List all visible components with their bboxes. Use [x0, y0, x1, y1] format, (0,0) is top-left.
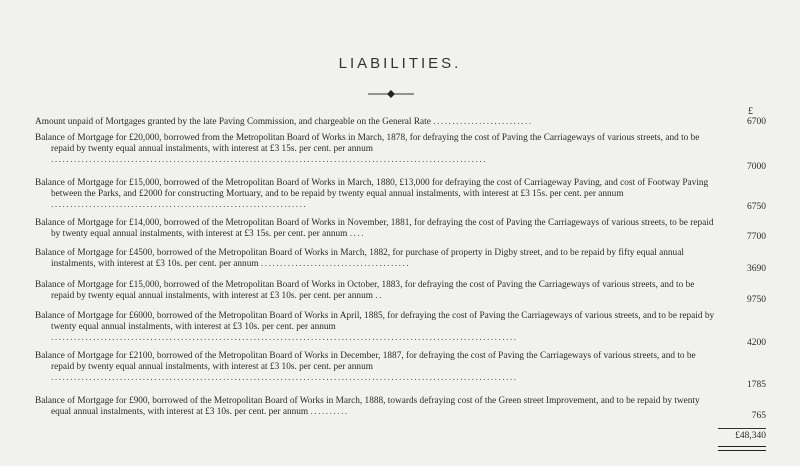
entry-amount: 4200	[747, 338, 766, 348]
entry-text: Balance of Mortgage for £6000, borrowed of the Metropolitan Board of Works in April, 1885, for defraying the cost of Paving the Carriageways of various streets, and to be repaid by twenty equal annual instalments, with interest at £3 10s. per cent. per annum	[35, 311, 715, 332]
total-double-rule	[718, 446, 766, 451]
total-rule	[718, 428, 766, 429]
liability-entry: Amount unpaid of Mortgages granted by the late Paving Commission, and chargeable on the General Rate ..........................	[35, 117, 533, 127]
entry-text: Balance of Mortgage for £2100, borrowed of the Metropolitan Board of Works in December, 1887, for defraying the cost of Paving the Carriageways of various streets, and to be repaid by twenty equal annual instalments, with interest at £3 10s. per cent. per annum	[35, 351, 696, 372]
liability-entry: Balance of Mortgage for £20,000, borrowed from the Metropolitan Board of Works in March, 1878, for defraying the cost of Paving the Carriageways of various streets, and to be repaid by twenty equal annual instalments, with interest at £3 15s. per cent. per annum ..................................................................................................................	[35, 133, 700, 165]
entry-amount: 3690	[747, 264, 766, 274]
liability-entry: Balance of Mortgage for £14,000, borrowed of the Metropolitan Board of Works in November, 1881, for defraying the cost of Paving the Carriageways of various streets, to be repaid by twenty equal annual instalments, with interest at £3 15s. per cent. per annum ....	[35, 218, 714, 239]
entry-amount: 9750	[747, 295, 766, 305]
currency-column-header: £	[748, 106, 753, 117]
entry-amount: 6750	[747, 202, 766, 212]
liability-entry: Balance of Mortgage for £15,000, borrowed of the Metropolitan Board of Works in March, 1880, £13,000 for defraying the cost of Carriageway Paving, and cost of Footway Paving between the Parks, and £2000 for constructing Mortuary, and to be repaid by twenty equal annual instalments, with interest at £3 15s. per cent. per annum ...................................................................	[35, 178, 709, 210]
entry-amount: 7700	[747, 232, 766, 242]
divider-ornament-icon	[368, 89, 414, 99]
entry-text: Amount unpaid of Mortgages granted by the late Paving Commission, and chargeable on the General Rate	[35, 117, 431, 127]
total-amount: £48,340	[735, 431, 766, 441]
entry-text: Balance of Mortgage for £4500, borrowed of the Metropolitan Board of Works in March, 1882, for purchase of property in Digby street, and to be repaid by fifty equal annual instalments, with interest at £3 10s. per cent. per annum	[35, 248, 684, 269]
page-title: LIABILITIES.	[338, 55, 462, 72]
liability-entry: Balance of Mortgage for £15,000, borrowed of the Metropolitan Board of Works in October, 1883, for defraying the cost of Paving the Carriageways of various streets, and to be repaid by twenty equal annual instalments, with interest at £3 10s. per cent. per annum ..	[35, 280, 695, 301]
entry-text: Balance of Mortgage for £20,000, borrowed from the Metropolitan Board of Works in March, 1878, for defraying the cost of Paving the Carriageways of various streets, and to be repaid by twenty equal annual instalments, with interest at £3 15s. per cent. per annum	[35, 133, 700, 154]
entry-text: Balance of Mortgage for £14,000, borrowed of the Metropolitan Board of Works in November, 1881, for defraying the cost of Paving the Carriageways of various streets, to be repaid by twenty equal annual instalments, with interest at £3 15s. per cent. per annum	[35, 218, 714, 239]
entry-amount: 1785	[747, 380, 766, 390]
entry-text: Balance of Mortgage for £15,000, borrowed of the Metropolitan Board of Works in March, 1880, £13,000 for defraying the cost of Carriageway Paving, and cost of Footway Paving between the Parks, and £2000 for constructing Mortuary, and to be repaid by twenty equal annual instalments, with interest at £3 15s. per cent. per annum	[35, 178, 709, 199]
liability-entry: Balance of Mortgage for £4500, borrowed of the Metropolitan Board of Works in March, 1882, for purchase of property in Digby street, and to be repaid by fifty equal annual instalments, with interest at £3 10s. per cent. per annum .......................................	[35, 248, 684, 269]
entry-amount: 7000	[747, 162, 766, 172]
liability-entry: Balance of Mortgage for £900, borrowed of the Metropolitan Board of Works in March, 1888, towards defraying cost of the Green street Improvement, and to be repaid by twenty equal annual instalments, with interest at £3 10s. per cent. per annum ..........	[35, 396, 700, 417]
liability-entry: Balance of Mortgage for £6000, borrowed of the Metropolitan Board of Works in April, 1885, for defraying the cost of Paving the Carriageways of various streets, and to be repaid by twenty equal annual instalments, with interest at £3 10s. per cent. per annum ..........................................................................................................................	[35, 311, 715, 343]
entry-text: Balance of Mortgage for £15,000, borrowed of the Metropolitan Board of Works in October, 1883, for defraying the cost of Paving the Carriageways of various streets, and to be repaid by twenty equal annual instalments, with interest at £3 10s. per cent. per annum	[35, 280, 695, 301]
entry-text: Balance of Mortgage for £900, borrowed of the Metropolitan Board of Works in March, 1888, towards defraying cost of the Green street Improvement, and to be repaid by twenty equal annual instalments, with interest at £3 10s. per cent. per annum	[35, 396, 700, 417]
entry-amount: 6700	[747, 117, 766, 127]
liability-entry: Balance of Mortgage for £2100, borrowed of the Metropolitan Board of Works in December, 1887, for defraying the cost of Paving the Carriageways of various streets, and to be repaid by twenty equal annual instalments, with interest at £3 10s. per cent. per annum ..........................................................................................................................	[35, 351, 696, 383]
entry-amount: 765	[751, 411, 766, 421]
